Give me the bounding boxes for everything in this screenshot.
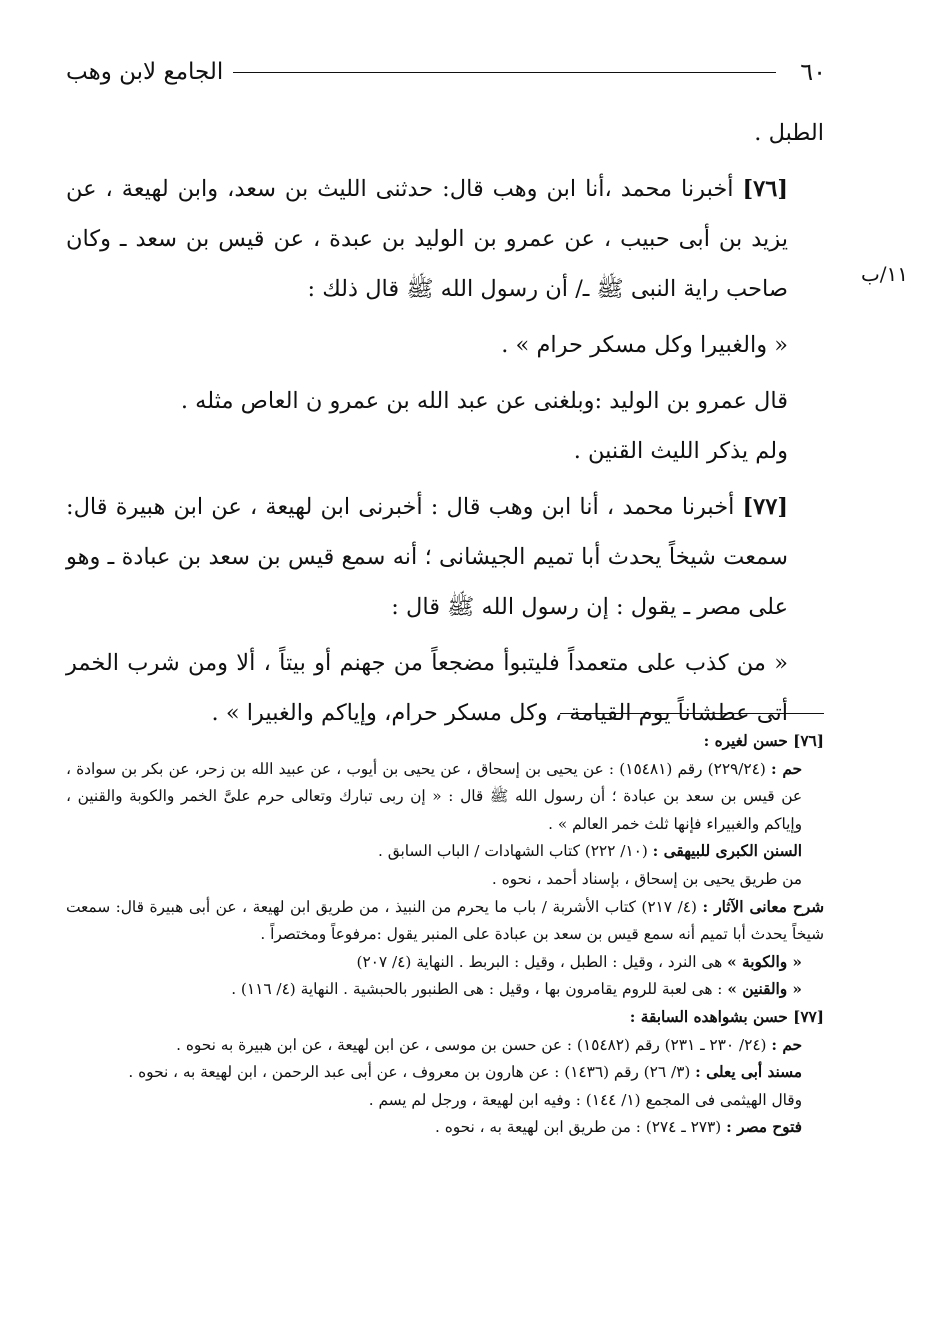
book-title: الجامع لابن وهب (66, 59, 224, 85)
running-header (66, 52, 826, 92)
hadith-77-quote: « من كذب على متعمداً فليتبوأ مضجعاً من جهنم أو بيتاً ، ألا ومن شرب الخمر أتى عطشاناً يوم القيامة ، وكل مسكر حرام، وإياكم والغبيرا » . (66, 650, 788, 726)
source-label: مسند أبى يعلى : (695, 1063, 802, 1082)
source-label: فتوح مصر : (726, 1118, 802, 1137)
gloss-text: هى النرد ، وقيل : الطبل ، وقيل : البربط . النهاية (٤/ ٢٠٧) (356, 952, 728, 971)
hadith-76-amr-note: قال عمرو بن الوليد :وبلغنى عن عبد الله بن عمرو ن العاص مثله . (180, 388, 788, 414)
gloss-term: « والقنين » (727, 980, 802, 999)
source-text: (٢٢٩/٢٤) رقم (١٥٤٨١) : عن يحيى بن إسحاق ، عن يحيى بن أيوب ، عن عبيد الله بن زحر، عن بكر بن سوادة ، عن قيس بن سعد بن عبادة ؛ أن رسول الله ﷺ قال : « إن ربى تبارك وتعالى حرم علىَّ الخمر والكوبة والقنين ، وإياكم والغبيراء فإنها ثلث خمر العالم » . (66, 759, 802, 833)
footnote-77-haythami: وقال الهيثمى فى المجمع (١/ ١٤٤) : وفيه ابن لهيعة ، ورجل لم يسم . (368, 1090, 802, 1109)
source-label: السنن الكبرى للبيهقى : (652, 842, 802, 861)
hadith-76-isnad: أخبرنا محمد ،أنا ابن وهب قال: حدثنى الليث بن سعد، وابن لهيعة ، عن يزيد بن أبى حبيب ، عن عمرو بن الوليد بن عبدة ، عن قيس بن سعد ـ وكان صاحب راية النبى ﷺ ـ/ أن رسول الله ﷺ قال ذلك : (66, 176, 788, 302)
source-text: (١٠/ ٢٢٢) كتاب الشهادات / الباب السابق . (378, 842, 653, 861)
main-text (66, 108, 824, 738)
source-label: حم : (771, 759, 802, 778)
footnote-76-sunan (66, 838, 824, 866)
footnote-77-futuh (66, 1114, 824, 1142)
source-text: (٢٧٣ ـ ٢٧٤) : من طريق ابن لهيعة به ، نحوه . (435, 1118, 727, 1137)
footnote-77-grade: [٧٧] حسن بشواهده السابقة : (629, 1007, 824, 1026)
footnote-76-grade: [٧٦] حسن لغيره : (703, 732, 824, 750)
source-label: شرح معانى الآثار : (702, 897, 824, 916)
footnote-76-ahmad (66, 756, 824, 839)
footnote-77-ahmad (66, 1032, 824, 1060)
footnote-separator (560, 713, 824, 714)
footnote-76-heading (66, 728, 824, 756)
hadith-number-77: [٧٧] (742, 494, 788, 520)
header-rule (233, 72, 776, 73)
manuscript-folio-note: ١١/ب (860, 262, 908, 286)
hadith-76-layth-note: ولم يذكر الليث القنين . (573, 438, 788, 464)
source-text: (٢٤/ ٢٣٠ ـ ٢٣١) رقم (١٥٤٨٢) : عن حسن بن موسى ، عن ابن لهيعة ، عن ابن هبيرة به نحوه . (176, 1035, 772, 1054)
source-text: (٣/ ٢٦) رقم (١٤٣٦) : عن هارون بن معروف ، عن أبى عبد الرحمن ، ابن لهيعة به ، نحوه . (128, 1063, 696, 1082)
hadith-number-76: [٧٦] (742, 176, 788, 202)
gloss-text: : هى لعبة للروم يقامرون بها ، وقيل : هى الطنبور بالحبشية . النهاية (٤/ ١١٦) . (231, 980, 728, 999)
hadith-76-quote: « والغبيرا وكل مسكر حرام » . (501, 332, 788, 358)
footnote-76-sharh (66, 894, 824, 949)
footnote-76-sunan-route: من طريق يحيى بن إسحاق ، بإسناد أحمد ، نحوه . (491, 869, 802, 888)
footnotes (66, 728, 824, 1142)
footnote-77-musnad (66, 1059, 824, 1087)
page-number: ٦٠ (800, 58, 826, 86)
hadith-77 (66, 482, 824, 632)
hadith-76 (66, 164, 824, 314)
text-line-continuation: الطبل . (754, 120, 824, 146)
footnote-76-kuba (66, 949, 824, 977)
hadith-77-isnad: أخبرنا محمد ، أنا ابن وهب قال : أخبرنى ابن لهيعة ، عن ابن هبيرة قال: سمعت شيخاً يحدث أبا تميم الجيشانى ؛ أنه سمع قيس بن سعد بن عبادة ـ وهو على مصر ـ يقول : إن رسول الله ﷺ قال : (66, 494, 788, 620)
source-label: حم : (771, 1035, 802, 1054)
footnote-77-heading (66, 1004, 824, 1032)
source-text: (٤/ ٢١٧) كتاب الأشربة / باب ما يحرم من النبيذ ، من طريق ابن لهيعة ، عن أبى هبيرة قال: سمعت شيخاً يحدث أبا تميم أنه سمع قيس بن سعد بن عبادة على المنبر يقول :مرفوعاً ومختصراً . (66, 897, 824, 944)
gloss-term: « والكوبة » (727, 952, 802, 971)
footnote-76-qinin (66, 976, 824, 1004)
